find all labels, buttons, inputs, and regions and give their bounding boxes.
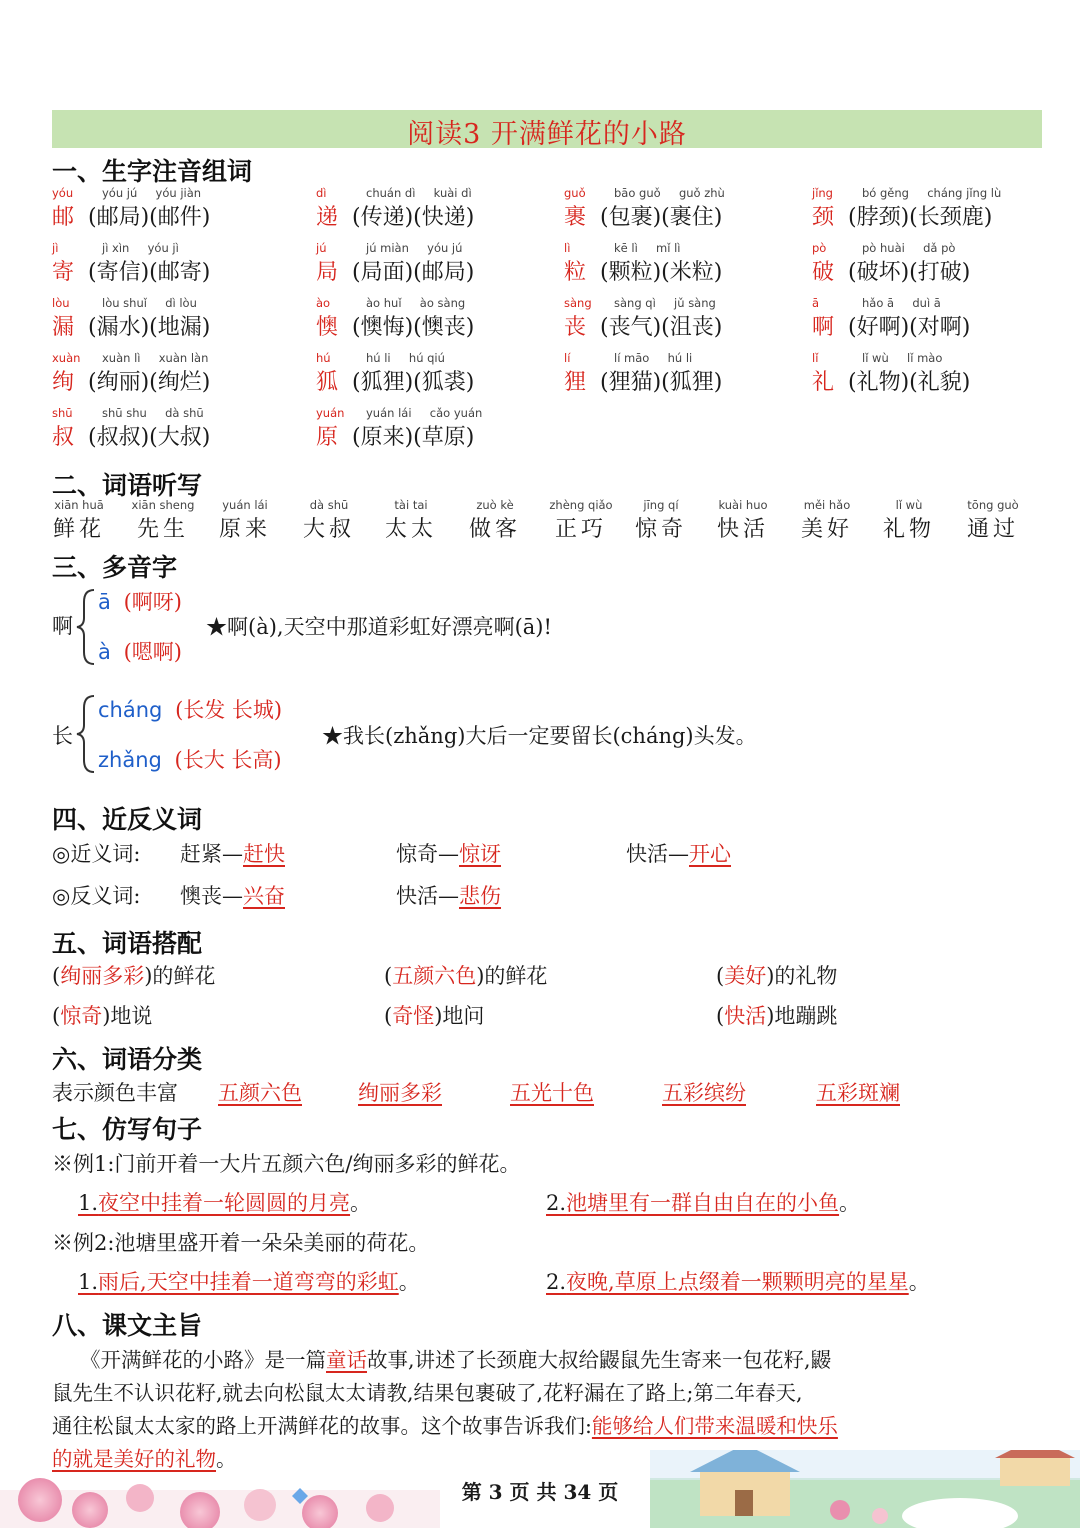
- word-pinyin: ào huǐ ào sàng: [366, 296, 466, 310]
- word-group: (寄信)(邮寄): [88, 260, 211, 285]
- char-pinyin: yuán: [316, 406, 345, 420]
- char-glyph: 邮: [52, 205, 75, 230]
- char-glyph: 寄: [52, 260, 75, 285]
- word-group: (漏水)(地漏): [88, 315, 211, 340]
- word-pinyin: hú li hú qiú: [366, 351, 445, 365]
- char-glyph: 递: [316, 205, 339, 230]
- dictation-pinyin: dà shū: [309, 498, 349, 512]
- section-6-heading: 六、词语分类: [52, 1045, 203, 1074]
- page-footer: 第 3 页 共 34 页: [461, 1480, 619, 1504]
- polyphone-c-char: 长: [52, 724, 73, 748]
- dictation-word: [46, 498, 112, 543]
- word-group: (包裹)(裹住): [600, 205, 723, 230]
- word-pinyin: shū shu dà shū: [102, 406, 204, 420]
- char-glyph: 狸: [564, 370, 587, 395]
- section-2-heading: 二、词语听写: [52, 471, 203, 500]
- char-pinyin: jǐng: [812, 186, 833, 200]
- dictation-text: 美好: [800, 517, 853, 542]
- dictation-text: 做客: [468, 517, 521, 542]
- match-item: (五颜六色)的鲜花: [384, 964, 548, 988]
- char-glyph: 裹: [564, 205, 587, 230]
- dictation-pinyin: xiān sheng: [131, 498, 195, 512]
- example-2-answer-2: 2.夜晚,草原上点缀着一颗颗明亮的星星。: [546, 1270, 930, 1294]
- word-pinyin: jì xìn yóu jì: [102, 241, 179, 255]
- classify-item: 绚丽多彩: [358, 1081, 442, 1105]
- theme-line-3: 通往松鼠太太家的路上开满鲜花的故事。这个故事告诉我们:能够给人们带来温暖和快乐: [52, 1414, 838, 1438]
- pinyin-c1: cháng: [98, 698, 163, 722]
- word-pinyin: lòu shuǐ dì lòu: [102, 296, 197, 310]
- antonym-1: 懊丧—兴奋: [180, 884, 285, 908]
- word-group: (原来)(草原): [352, 425, 475, 450]
- char-pinyin: dì: [316, 186, 327, 200]
- word-pinyin: lí māo hú li: [614, 351, 693, 365]
- dictation-pinyin: zhèng qiǎo: [549, 498, 613, 512]
- word-pinyin: bó gěng cháng jǐng lù: [862, 186, 1002, 200]
- synonym-label: ◎近义词:: [52, 842, 141, 866]
- match-item: (奇怪)地问: [384, 1004, 485, 1028]
- word-pinyin: sàng qì jǔ sàng: [614, 296, 716, 310]
- section-8-heading: 八、课文主旨: [52, 1311, 203, 1340]
- section-4-heading: 四、近反义词: [52, 805, 203, 834]
- word-pinyin: kē lì mǐ lì: [614, 241, 681, 255]
- char-glyph: 绚: [52, 370, 75, 395]
- dictation-pinyin: lǐ wù: [895, 498, 923, 512]
- word-pinyin: chuán dì kuài dì: [366, 186, 472, 200]
- char-glyph: 啊: [812, 315, 835, 340]
- char-glyph: 礼: [812, 370, 835, 395]
- word-group: (破坏)(打破): [848, 260, 971, 285]
- word-pinyin: bāo guǒ guǒ zhù: [614, 186, 725, 200]
- dictation-word: [548, 498, 614, 543]
- word-group: (颗粒)(米粒): [600, 260, 723, 285]
- word-pinyin: xuàn lì xuàn làn: [102, 351, 209, 365]
- polyphone-a-2: [98, 636, 182, 666]
- pinyin-c2: zhǎng: [98, 748, 162, 772]
- dictation-text: 快活: [716, 517, 769, 542]
- theme-line-4: 的就是美好的礼物。: [52, 1447, 237, 1471]
- word-pinyin: jú miàn yóu jú: [366, 241, 463, 255]
- dictation-pinyin: zuò kè: [476, 498, 514, 512]
- char-glyph: 破: [812, 260, 835, 285]
- theme-line-1: 《开满鲜花的小路》是一篇童话故事,讲述了长颈鹿大叔给鼹鼠先生寄来一包花籽,鼹: [80, 1348, 832, 1372]
- synonym-2: 惊奇—惊讶: [396, 842, 501, 866]
- section-7-heading: 七、仿写句子: [52, 1115, 203, 1144]
- dictation-word: [876, 498, 942, 543]
- polyphone-c-2: [98, 744, 282, 774]
- brace-a: [74, 588, 98, 666]
- dictation-word: [378, 498, 444, 543]
- polyphone-a-1: [98, 586, 182, 616]
- word-group: (脖颈)(长颈鹿): [848, 205, 993, 230]
- dictation-word: [960, 498, 1026, 543]
- dictation-text: 礼物: [882, 517, 935, 542]
- char-pinyin: jì: [52, 241, 59, 255]
- char-glyph: 狐: [316, 370, 339, 395]
- dictation-text: 先生: [136, 517, 189, 542]
- char-pinyin: sàng: [564, 296, 592, 310]
- synonym-3: 快活—开心: [626, 842, 731, 866]
- word-pinyin: lǐ wù lǐ mào: [862, 351, 943, 365]
- char-pinyin: yóu: [52, 186, 74, 200]
- char-pinyin: lòu: [52, 296, 70, 310]
- char-pinyin: shū: [52, 406, 73, 420]
- word-pinyin: yóu jú yóu jiàn: [102, 186, 202, 200]
- classify-label: 表示颜色丰富: [52, 1081, 178, 1105]
- dictation-pinyin: xiān huā: [54, 498, 104, 512]
- theme-line-2: 鼠先生不认识花籽,就去向松鼠太太请教,结果包裹破了,花籽漏在了路上;第二年春天,: [52, 1381, 803, 1405]
- word-c1: (长发 长城): [175, 698, 283, 722]
- word-group: (礼物)(礼貌): [848, 370, 971, 395]
- classify-item: 五光十色: [510, 1081, 594, 1105]
- pinyin-a1: ā: [98, 590, 111, 614]
- char-glyph: 叔: [52, 425, 75, 450]
- dictation-text: 惊奇: [634, 517, 687, 542]
- section-3-heading: 三、多音字: [52, 553, 178, 582]
- dictation-word: [462, 498, 528, 543]
- char-glyph: 原: [316, 425, 339, 450]
- char-glyph: 颈: [812, 205, 835, 230]
- polyphone-c-1: [98, 694, 282, 724]
- word-a2: (嗯啊): [123, 640, 182, 664]
- word-pinyin: yuán lái cǎo yuán: [366, 406, 483, 420]
- polyphone-a-char: 啊: [52, 614, 73, 638]
- char-pinyin: lì: [564, 241, 571, 255]
- word-group: (懊悔)(懊丧): [352, 315, 475, 340]
- char-glyph: 懊: [316, 315, 339, 340]
- char-pinyin: guǒ: [564, 186, 586, 200]
- word-group: (绚丽)(绚烂): [88, 370, 211, 395]
- dictation-word: [710, 498, 776, 543]
- char-pinyin: ào: [316, 296, 331, 310]
- classify-item: 五彩斑斓: [816, 1081, 900, 1105]
- synonym-1: 赶紧—赶快: [180, 842, 285, 866]
- dictation-pinyin: jīng qí: [643, 498, 679, 512]
- word-group: (邮局)(邮件): [88, 205, 211, 230]
- polyphone-c-sentence: ★我长(zhǎng)大后一定要留长(cháng)头发。: [322, 724, 757, 748]
- dictation-pinyin: yuán lái: [222, 498, 268, 512]
- char-pinyin: xuàn: [52, 351, 81, 365]
- example-1-answer-2: 2.池塘里有一群自由自在的小鱼。: [546, 1191, 861, 1215]
- dictation-word: [794, 498, 860, 543]
- word-group: (叔叔)(大叔): [88, 425, 211, 450]
- word-group: (丧气)(沮丧): [600, 315, 723, 340]
- char-glyph: 局: [316, 260, 339, 285]
- dictation-pinyin: kuài huo: [718, 498, 768, 512]
- word-group: (传递)(快递): [352, 205, 475, 230]
- match-item: (惊奇)地说: [52, 1004, 153, 1028]
- word-pinyin: pò huài dǎ pò: [862, 241, 956, 255]
- word-group: (狸猫)(狐狸): [600, 370, 723, 395]
- dictation-word: [296, 498, 362, 543]
- dictation-text: 太太: [384, 517, 437, 542]
- match-item: (美好)的礼物: [716, 964, 838, 988]
- char-glyph: 粒: [564, 260, 587, 285]
- section-1-heading: 一、生字注音组词: [52, 157, 253, 186]
- antonym-label: ◎反义词:: [52, 884, 141, 908]
- dictation-text: 通过: [966, 517, 1019, 542]
- word-group: (好啊)(对啊): [848, 315, 971, 340]
- word-c2: (长大 长高): [174, 748, 282, 772]
- char-pinyin: pò: [812, 241, 827, 255]
- example-2-answer-1: 1.雨后,天空中挂着一道弯弯的彩虹。: [78, 1270, 420, 1294]
- dictation-text: 正巧: [554, 517, 607, 542]
- dictation-pinyin: tōng guò: [967, 498, 1019, 512]
- dictation-text: 鲜花: [52, 517, 105, 542]
- char-pinyin: jú: [316, 241, 327, 255]
- section-5-heading: 五、词语搭配: [52, 929, 203, 958]
- word-group: (局面)(邮局): [352, 260, 475, 285]
- char-glyph: 丧: [564, 315, 587, 340]
- dictation-pinyin: měi hǎo: [803, 498, 851, 512]
- classify-item: 五彩缤纷: [662, 1081, 746, 1105]
- match-item: (快活)地蹦跳: [716, 1004, 838, 1028]
- word-pinyin: hǎo ā duì ā: [862, 296, 941, 310]
- char-pinyin: ā: [812, 296, 820, 310]
- dictation-word: [130, 498, 196, 543]
- example-1: ※例1:门前开着一大片五颜六色/绚丽多彩的鲜花。: [52, 1152, 521, 1176]
- dictation-word: [628, 498, 694, 543]
- example-1-answer-1: 1.夜空中挂着一轮圆圆的月亮。: [78, 1191, 372, 1215]
- antonym-2: 快活—悲伤: [396, 884, 501, 908]
- word-group: (狐狸)(狐裘): [352, 370, 475, 395]
- char-pinyin: lǐ: [812, 351, 819, 365]
- example-2: ※例2:池塘里盛开着一朵朵美丽的荷花。: [52, 1231, 430, 1255]
- polyphone-a-sentence: ★啊(à),天空中那道彩虹好漂亮啊(ā)!: [206, 615, 552, 639]
- char-glyph: 漏: [52, 315, 75, 340]
- classify-item: 五颜六色: [218, 1081, 302, 1105]
- page-title: 阅读3 开满鲜花的小路: [407, 119, 687, 150]
- pinyin-a2: à: [98, 640, 111, 664]
- dictation-text: 原来: [218, 517, 271, 542]
- brace-c: [74, 694, 98, 774]
- dictation-text: 大叔: [302, 517, 355, 542]
- char-pinyin: lí: [564, 351, 571, 365]
- word-a1: (啊呀): [123, 590, 182, 614]
- char-pinyin: hú: [316, 351, 331, 365]
- dictation-word: [212, 498, 278, 543]
- dictation-pinyin: tài tai: [394, 498, 428, 512]
- match-item: (绚丽多彩)的鲜花: [52, 964, 216, 988]
